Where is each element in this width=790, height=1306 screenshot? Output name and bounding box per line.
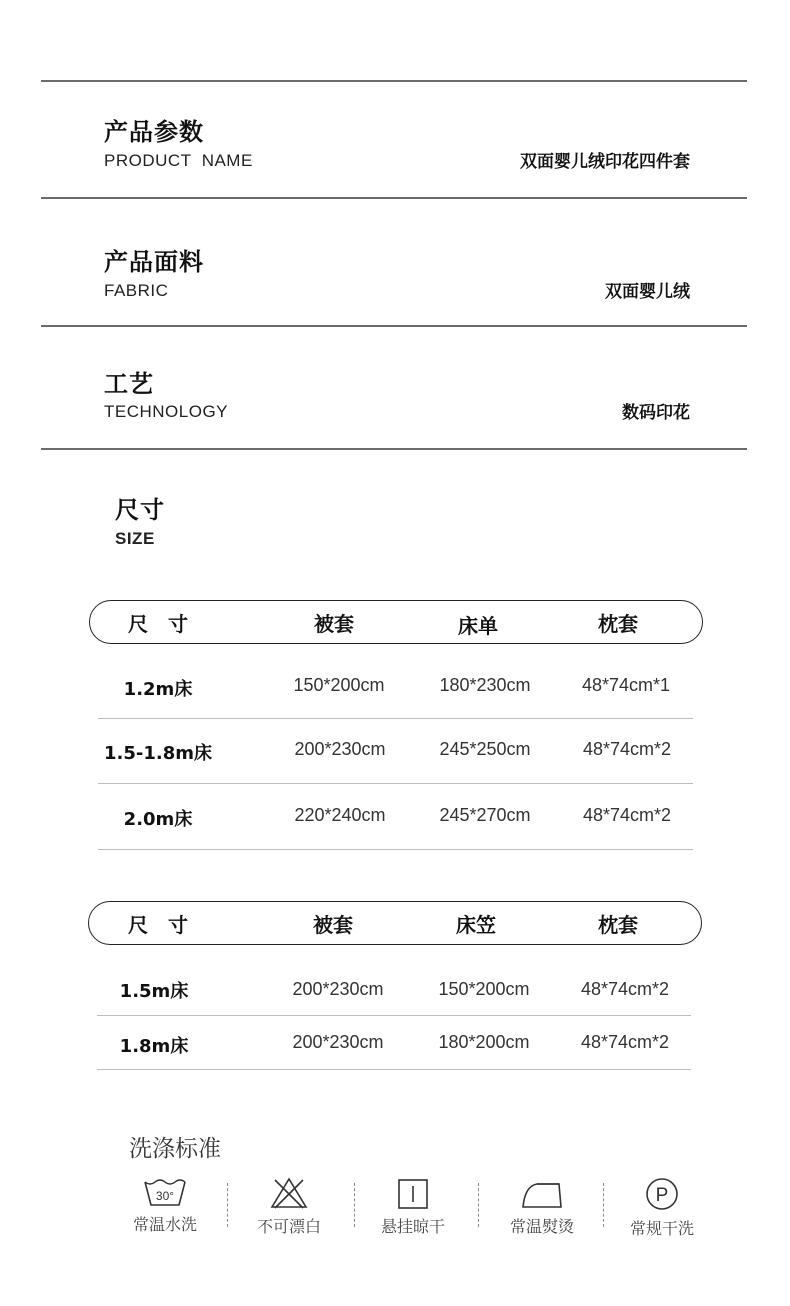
technology-subtitle: TECHNOLOGY (104, 402, 229, 421)
care-label-hang-dry: 悬挂晾干 (380, 1217, 445, 1236)
table1-r2-sheet: 245*250cm (439, 739, 531, 759)
care-item-hang-dry (358, 1178, 468, 1237)
table1-r3-duvet: 220*240cm (294, 805, 386, 825)
table1-r3-sheet: 245*270cm (439, 805, 531, 825)
wash-30-icon (142, 1178, 188, 1208)
table1-header-sheet: 床单 (458, 614, 498, 638)
care-title: 洗涤标准 (129, 1136, 221, 1162)
table-row-divider (98, 718, 693, 719)
divider-top (41, 80, 747, 82)
product-name-value: 双面婴儿绒印花四件套 (520, 152, 690, 172)
care-label-iron: 常温熨烫 (509, 1217, 574, 1236)
no-bleach-icon (269, 1176, 309, 1210)
table2-r2-size: 1.8m床 (119, 1036, 189, 1057)
care-item-iron (487, 1178, 597, 1237)
product-name-subtitle: PRODUCT NAME (104, 151, 253, 170)
iron-icon (519, 1178, 565, 1210)
care-label-wash: 常温水洗 (132, 1215, 197, 1234)
table2-r1-size: 1.5m床 (119, 981, 189, 1002)
divider (41, 448, 747, 450)
table2-header-pillowcase: 枕套 (598, 913, 638, 937)
size-title: 尺寸 (115, 496, 165, 524)
table2-header-fitted-sheet: 床笠 (456, 913, 496, 937)
table1-r1-duvet: 150*200cm (293, 675, 385, 695)
table-row-divider (97, 1069, 691, 1070)
table-row-divider (98, 783, 693, 784)
table1-r3-size: 2.0m床 (123, 809, 193, 830)
care-separator (478, 1183, 479, 1227)
fabric-title: 产品面料 (104, 248, 204, 276)
technology-title: 工艺 (104, 370, 154, 398)
table-row-divider (97, 1015, 691, 1016)
dry-clean-p-icon (644, 1176, 680, 1212)
care-item-no-bleach (234, 1176, 344, 1237)
care-separator (227, 1183, 228, 1227)
table1-r1-pillowcase: 48*74cm*1 (581, 675, 671, 695)
table1-r2-duvet: 200*230cm (294, 739, 386, 759)
size-subtitle: SIZE (115, 529, 155, 548)
table2-r2-pillowcase: 48*74cm*2 (580, 1032, 670, 1052)
care-item-wash (110, 1178, 220, 1235)
table1-r1-size: 1.2m床 (123, 679, 193, 700)
table2-r1-pillowcase: 48*74cm*2 (580, 979, 670, 999)
divider (41, 197, 747, 199)
table1-header-size: 尺 寸 (128, 612, 188, 636)
fabric-subtitle: FABRIC (104, 281, 169, 300)
table1-r2-pillowcase: 48*74cm*2 (582, 739, 672, 759)
table2-r1-fitted-sheet: 150*200cm (438, 979, 530, 999)
table2-header-duvet: 被套 (313, 913, 353, 937)
divider (41, 325, 747, 327)
table-row-divider (98, 849, 693, 850)
svg-text:30°: 30° (155, 1189, 175, 1203)
care-separator (603, 1183, 604, 1227)
fabric-value: 双面婴儿绒 (605, 282, 690, 302)
care-label-no-bleach: 不可漂白 (256, 1217, 321, 1236)
table1-header-duvet: 被套 (314, 612, 354, 636)
table2-header-size: 尺 寸 (128, 913, 188, 937)
product-name-title: 产品参数 (104, 118, 204, 146)
table1-header-pillowcase: 枕套 (598, 612, 638, 636)
table2-r1-duvet: 200*230cm (292, 979, 384, 999)
technology-value: 数码印花 (622, 403, 690, 423)
care-separator (354, 1183, 355, 1227)
table1-r3-pillowcase: 48*74cm*2 (582, 805, 672, 825)
hang-dry-icon (396, 1178, 430, 1210)
table2-r2-fitted-sheet: 180*200cm (438, 1032, 530, 1052)
svg-text:P: P (655, 1185, 669, 1206)
table1-r1-sheet: 180*230cm (439, 675, 531, 695)
care-label-dry-clean: 常规干洗 (629, 1219, 694, 1238)
table1-r2-size: 1.5-1.8m床 (104, 743, 212, 764)
care-item-dry-clean (607, 1176, 717, 1239)
table2-r2-duvet: 200*230cm (292, 1032, 384, 1052)
